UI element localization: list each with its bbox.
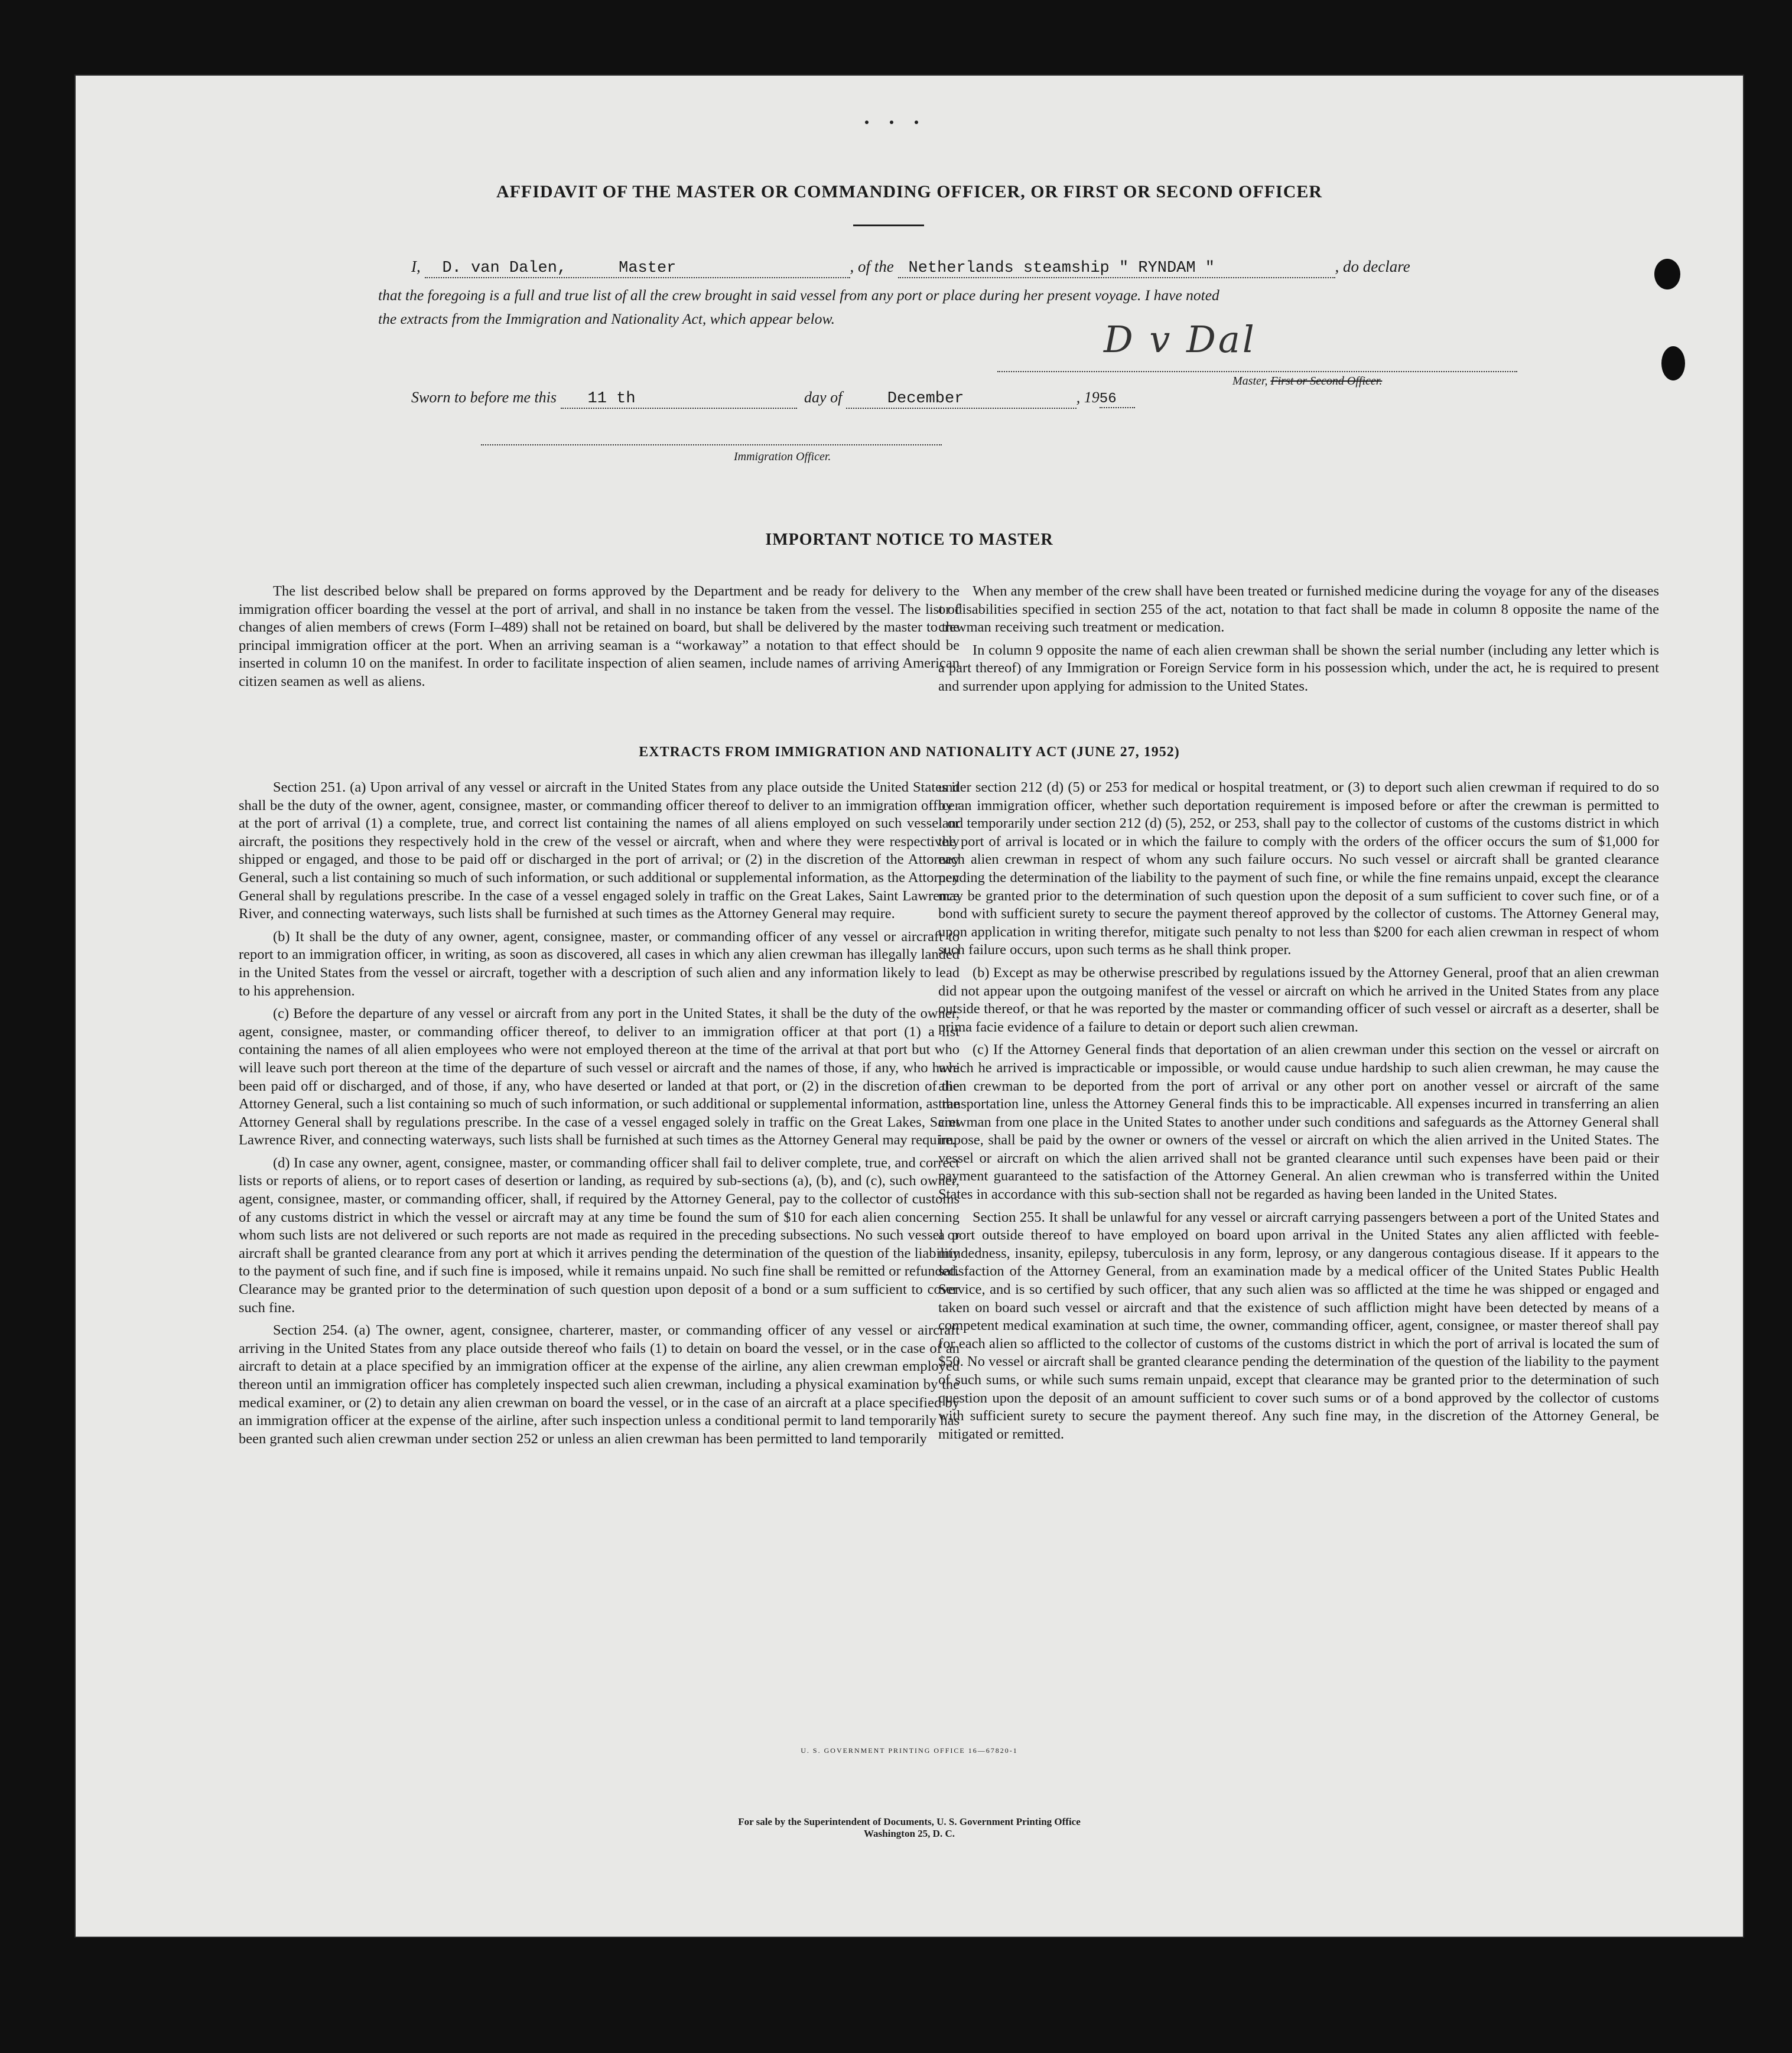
- notice-left-paragraph: The list described below shall be prepared on forms approved by the Department and be ready for delivery to the immigration officer boarding the vessel at the port of arrival, and shall in no instance be taken from the vessel. The list of changes of alien members of crews (Form I–489) shall not be retained on board, but shall be delivered by the master to the principal immigration officer at the port. When an arriving seaman is a “workaway” a notation to that effect should be inserted in column 10 on the manifest. In order to facilitate inspection of alien seamen, include names of arriving American citizen seamen as well as aliens.: [239, 583, 960, 689]
- immigration-officer-label: Immigration Officer.: [734, 450, 831, 463]
- statement-line-1: that the foregoing is a full and true list of all the crew brought in said vessel from any port or place during her present voyage. I have noted: [378, 287, 1219, 304]
- notice-right-paragraph: When any member of the crew shall have been treated or furnished medicine during the voyage for any of the diseases or disabilities specified in section 255 of the act, notation to that fact shall be made in column 8 opposite the name of the crewman receiving such treatment or medication.: [938, 583, 1659, 636]
- sworn-day-field: [561, 389, 797, 409]
- section-255: Section 255. It shall be unlawful for any vessel or aircraft carrying passengers between a port of the United States and a port outside thereof to have employed on board upon arrival in the United States any alien afflicted with feeble-mindedness, insanity, epilepsy, tuberculosis in any form, leprosy, or any dangerous contagious disease. If it appears to the satisfaction of the Attorney General, from an examination made by a medical officer of the United States Public Health Service, and is so certified by such officer, that any such alien was so afflicted at the time he was shipped or engaged and taken on board such vessel or aircraft and that the existence of such affliction might have been detected by means of a competent medical examination at such time, the owner, commanding officer, agent, consignee, or master thereof shall pay for each alien so afflicted to the collector of customs of the customs district in which the port of arrival is located the sum of $50. No vessel or aircraft shall be granted clearance pending the determination of the question of the liability to the payment of such sums, or while such sums remain unpaid, except that clearance may be granted prior to the determination of such question upon the deposit of an amount sufficient to cover such sums or of a bond approved by the collector of customs with sufficient surety to secure the payment thereof. Any such fine may, in the discretion of the Attorney General, be mitigated or remitted.: [938, 1209, 1659, 1442]
- punch-dot: [915, 121, 918, 124]
- punch-dot: [890, 121, 893, 124]
- notice-right-paragraph: In column 9 opposite the name of each alien crewman shall be shown the serial number (including any letter which is a part thereof) of any Immigration or Foreign Service form in his possession which, under the act, he is required to present and surrender upon applying for admission to the United States.: [938, 642, 1659, 694]
- section-254b: (b) Except as may be otherwise prescribed by regulations issued by the Attorney General, proof that an alien crewman did not appear upon the outgoing manifest of the vessel or aircraft on which he arrived in the United States from any place outside thereof, or that he was reported by the master or commanding officer of such vessel or aircraft as a deserter, shall be prima facie evidence of a failure to detain or deport such alien crewman.: [938, 964, 1659, 1035]
- section-254a-continued: under section 212 (d) (5) or 253 for medical or hospital treatment, or (3) to deport such alien crewman if required to do so by an immigration officer, whether such deportation requirement is imposed before or after the crewman is permitted to land temporarily under section 212 (d) (5), 252, or 253, shall pay to the collector of customs of the customs district in which the port of arrival is located or in which the failure to comply with the orders of the officer occurs the sum of $1,000 for each alien crewman in respect of whom any such failure occurs. No such vessel or aircraft shall be granted clearance pending the determination of the liability to the payment of such fine, or while the fine remains unpaid, except the clearance may be granted prior to the determination of such question upon the deposit of a sum sufficient to cover such fine, or of a bond with sufficient surety to secure the payment thereof approved by the collector of customs. The Attorney General may, upon application in writing therefor, mitigate such penalty to not less than $200 for each alien crewman in respect of whom such failure occurs, upon such terms as he shall think proper.: [938, 779, 1659, 958]
- sale-line-1: For sale by the Superintendent of Documents, U. S. Government Printing Office: [738, 1816, 1081, 1827]
- punch-dot: [865, 121, 869, 124]
- name-rank-field: [425, 258, 850, 278]
- section-254c: (c) If the Attorney General finds that deportation of an alien crewman under this section on the vessel or aircraft on which he arrived is impracticable or impossible, or would cause undue hardship to such alien crewman, he may cause the alien crewman to be deported from the port of arrival or any other port on another vessel or aircraft of the same transportation line, unless the Attorney General finds this to be impracticable. All expenses incurred in transferring an alien crewman from one place in the United States to another under such conditions and safeguards as the Attorney General shall impose, shall be paid by the owner or owners of the vessel or aircraft on which the alien arrived in the United States. The vessel or aircraft on which the alien arrived shall not be granted clearance until such expenses have been paid or their payment guaranteed to the satisfaction of the Attorney General. An alien crewman who is transferred within the United States in accordance with this sub-section shall not be regarded as having been landed in the United States.: [938, 1042, 1659, 1203]
- year-field: [1100, 389, 1135, 408]
- sworn-label: Sworn to before me this: [411, 389, 557, 406]
- of-the-label: , of the: [850, 258, 894, 275]
- notice-title: IMPORTANT NOTICE TO MASTER: [765, 531, 1053, 549]
- sale-line-2: Washington 25, D. C.: [864, 1828, 955, 1839]
- vessel-name: Netherlands steamship " RYNDAM ": [908, 259, 1215, 277]
- master-name: D. van Dalen,: [442, 259, 567, 277]
- year-suffix: 56: [1099, 391, 1117, 407]
- section-251d: (d) In case any owner, agent, consignee, master, or commanding officer shall fail to deliver complete, true, and correct lists or reports of aliens, or to report cases of desertion or landing, as required by sub-sections (a), (b), and (c), such owner, agent, consignee, master, or commanding officer, shall, if required by the Attorney General, pay to the collector of customs of any customs district in which the vessel or aircraft may at any time be found the sum of $10 for each alien concerning whom such lists are not delivered or such reports are not made as required in the preceding subsections. No such vessel or aircraft shall be granted clearance from any port at which it arrives pending the determination of the question of the liability to the payment of such fine, and if such fine is imposed, while it remains unpaid. No such fine shall be remitted or refunded. Clearance may be granted prior to the determination of such question upon deposit of a bond or a sum sufficient to cover such fine.: [239, 1154, 960, 1316]
- signer-struck: First or Second Officer.: [1270, 375, 1383, 388]
- sale-notice: [76, 1816, 1743, 1840]
- section-254a: Section 254. (a) The owner, agent, consignee, charterer, master, or commanding officer of any vessel or aircraft arriving in the United States from any place outside thereof who fails (1) to detain on board the vessel, or in the case of an aircraft to detain at a place specified by an immigration officer at the expense of the airline, any alien crewman employed thereon until an immigration officer has completely inspected such alien crewman, including a physical examination by the medical examiner, or (2) to detain any alien crewman on board the vessel, or in the case of an aircraft at a place specified by an immigration officer at the expense of the airline, after such inspection unless a conditional permit to land temporarily has been granted such alien crewman under section 252 or unless an alien crewman has been permitted to land temporarily: [239, 1322, 960, 1447]
- master-rank: Master: [619, 259, 677, 277]
- affidavit-title: AFFIDAVIT OF THE MASTER OR COMMANDING OFFICER, OR FIRST OR SECOND OFFICER: [496, 182, 1323, 201]
- year-prefix: , 19: [1076, 389, 1100, 406]
- day-of-label: day of: [804, 389, 843, 406]
- notice-left-column: [239, 583, 960, 691]
- gpo-imprint: U. S. GOVERNMENT PRINTING OFFICE 16—67820-1: [801, 1746, 1018, 1755]
- declaration-line: [411, 258, 1410, 278]
- sworn-month: December: [887, 390, 964, 408]
- sworn-day: 11 th: [587, 390, 636, 408]
- do-declare-label: , do declare: [1335, 258, 1410, 275]
- extracts-right-column: [938, 779, 1659, 1443]
- extracts-left-column: [239, 779, 960, 1448]
- master-signature: D v Dal: [1104, 318, 1257, 361]
- section-251c: (c) Before the departure of any vessel or aircraft from any port in the United States, it shall be the duty of the owner, agent, consignee, master, or commanding officer thereof, to deliver to an immigration officer at that port (1) a list containing the names of all alien employees who were not employed thereon at the time of the arrival at that port but who will leave such port thereon at the time of the departure of such vessel or aircraft and the names of those, if any, who have been paid off or discharged, and of those, if any, who have deserted or landed at that port, or (2) in the discretion of the Attorney General, such a list containing so much of such information, or such additional or supplemental information, as the Attorney General shall by regulations prescribe. In the case of a vessel engaged solely in traffic on the Great Lakes, Saint Lawrence River, and connecting waterways, such lists shall be furnished at such times as the Attorney General may require.: [239, 1006, 960, 1148]
- sworn-month-field: [846, 389, 1076, 409]
- ink-blot: [1661, 346, 1685, 380]
- officer-signature-line: [481, 444, 942, 445]
- notice-right-column: [938, 583, 1659, 696]
- sworn-line: [411, 389, 1135, 409]
- signer-title: [1232, 375, 1382, 388]
- signer-master: Master,: [1232, 375, 1268, 388]
- statement-line-2: the extracts from the Immigration and Nationality Act, which appear below.: [378, 310, 835, 327]
- document-page: [76, 76, 1743, 1937]
- ink-blot: [1654, 259, 1680, 289]
- i-label: I,: [411, 258, 421, 275]
- title-rule: [853, 225, 924, 226]
- section-251b: (b) It shall be the duty of any owner, agent, consignee, master, or commanding officer of any vessel or aircraft to report to an immigration officer, in writing, as soon as discovered, all cases in which any alien crewman has illegally landed in the United States from the vessel or aircraft, together with a description of such alien and any information likely to lead to his apprehension.: [239, 928, 960, 999]
- section-251a: Section 251. (a) Upon arrival of any vessel or aircraft in the United States from any place outside the United States it shall be the duty of the owner, agent, consignee, master, or commanding officer thereof to deliver to an immigration officer at the port of arrival (1) a complete, true, and correct list containing the names of all aliens employed on such vessel or aircraft, the positions they respectively hold in the crew of the vessel or aircraft, when and where they were respectively shipped or engaged, and those to be paid off or discharged in the port of arrival; or (2) in the discretion of the Attorney General, such a list containing so much of such information, or such additional or supplemental information, as the Attorney General shall by regulations prescribe. In the case of a vessel engaged solely in traffic on the Great Lakes, Saint Lawrence River, and connecting waterways, such lists shall be furnished at such times as the Attorney General may require.: [239, 779, 960, 922]
- vessel-field: [898, 258, 1335, 278]
- signature-line: [997, 371, 1517, 372]
- extracts-title: EXTRACTS FROM IMMIGRATION AND NATIONALITY ACT (JUNE 27, 1952): [639, 744, 1180, 760]
